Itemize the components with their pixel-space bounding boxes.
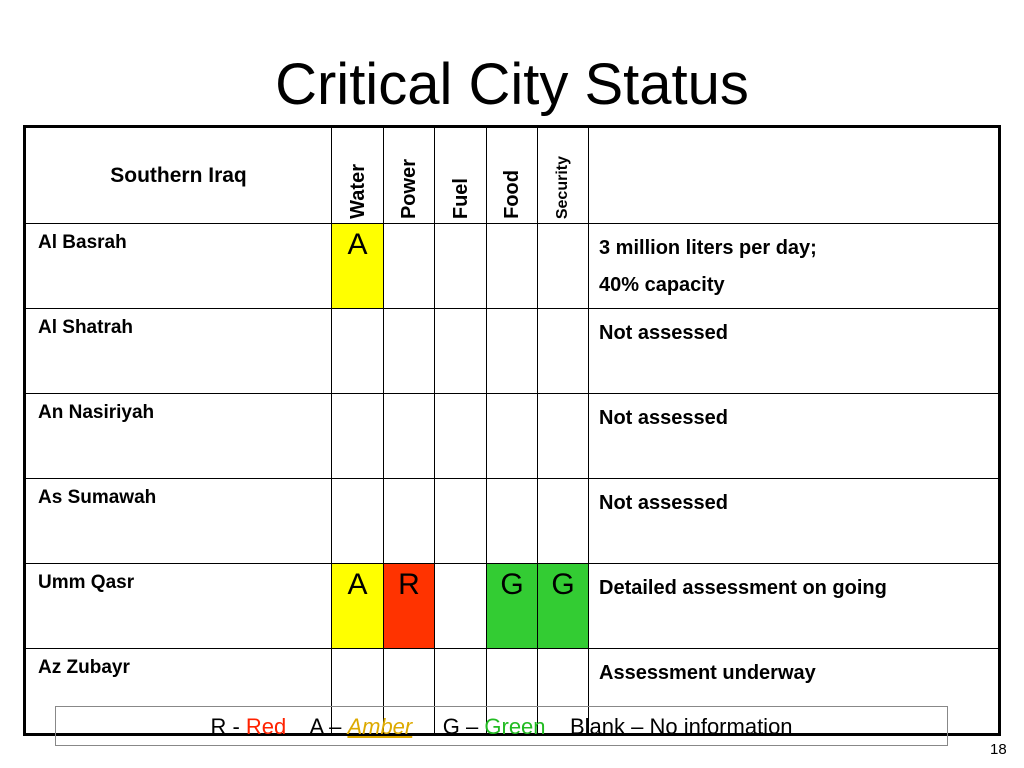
status-note xyxy=(589,564,1000,649)
city-name: Umm Qasr xyxy=(25,564,332,649)
status-cell: G xyxy=(538,564,589,649)
status-legend xyxy=(55,706,948,746)
status-note xyxy=(589,479,1000,564)
status-note xyxy=(589,224,1000,309)
region-header: Southern Iraq xyxy=(25,127,332,224)
status-cell: A xyxy=(332,564,384,649)
city-name: Al Basrah xyxy=(25,224,332,309)
legend-red-prefix: R - xyxy=(210,714,246,739)
status-cell xyxy=(487,309,538,394)
legend-blank: Blank – No information xyxy=(569,714,793,739)
status-cell xyxy=(538,479,589,564)
page-number: 18 xyxy=(990,741,1007,758)
column-header-security: Security xyxy=(538,127,589,224)
note-line: Not assessed xyxy=(599,322,728,344)
note-line: Assessment underway xyxy=(599,662,816,684)
status-cell: R xyxy=(384,564,435,649)
status-cell: G xyxy=(487,564,538,649)
note-line: Detailed assessment on going xyxy=(599,577,887,599)
table-row xyxy=(25,394,1000,479)
status-cell xyxy=(538,309,589,394)
status-note xyxy=(589,394,1000,479)
status-cell xyxy=(487,479,538,564)
status-cell xyxy=(487,394,538,479)
city-name: An Nasiriyah xyxy=(25,394,332,479)
status-cell xyxy=(435,309,487,394)
status-cell xyxy=(332,309,384,394)
note-line: Not assessed xyxy=(599,407,728,429)
column-header-power: Power xyxy=(384,127,435,224)
status-cell xyxy=(435,564,487,649)
table-row xyxy=(25,224,1000,309)
status-cell xyxy=(332,479,384,564)
city-name: Az Zubayr xyxy=(25,649,332,735)
status-note xyxy=(589,309,1000,394)
column-header-fuel: Fuel xyxy=(435,127,487,224)
status-cell xyxy=(332,394,384,479)
note-line: 40% capacity xyxy=(599,274,725,296)
status-cell xyxy=(435,394,487,479)
status-cell xyxy=(435,479,487,564)
column-header-food: Food xyxy=(487,127,538,224)
legend-amber-word: Amber xyxy=(347,714,413,739)
status-cell xyxy=(538,394,589,479)
legend-red-word: Red xyxy=(245,714,287,739)
table-header-row xyxy=(25,127,1000,224)
status-cell xyxy=(435,224,487,309)
note-line: 3 million liters per day; xyxy=(599,237,817,259)
status-cell xyxy=(487,224,538,309)
status-cell xyxy=(384,394,435,479)
status-cell xyxy=(384,224,435,309)
city-name: Al Shatrah xyxy=(25,309,332,394)
table-row xyxy=(25,479,1000,564)
notes-header xyxy=(589,127,1000,224)
note-line: Not assessed xyxy=(599,492,728,514)
city-status-table xyxy=(23,125,1001,736)
city-name: As Sumawah xyxy=(25,479,332,564)
table-row xyxy=(25,564,1000,649)
status-cell xyxy=(384,309,435,394)
legend-green-prefix: G – xyxy=(442,714,485,739)
status-cell xyxy=(538,224,589,309)
legend-green-word: Green xyxy=(484,714,546,739)
status-cell: A xyxy=(332,224,384,309)
table-row xyxy=(25,309,1000,394)
slide-title: Critical City Status xyxy=(275,52,749,117)
status-cell xyxy=(384,479,435,564)
legend-amber-prefix: A – xyxy=(309,714,348,739)
column-header-water: Water xyxy=(332,127,384,224)
